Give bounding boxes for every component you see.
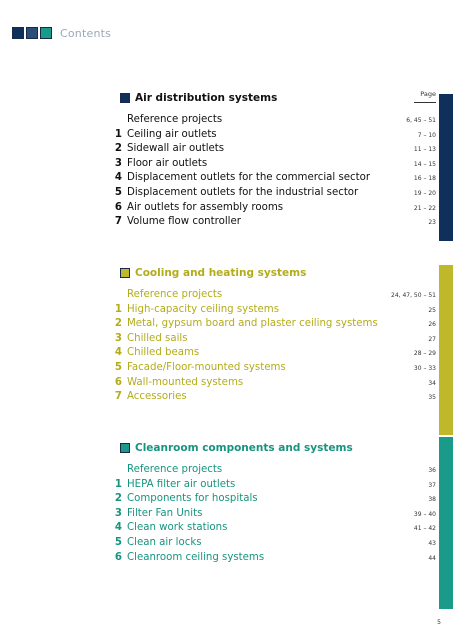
entry-page: 34 [428, 379, 436, 387]
entry-label: Volume flow controller [127, 216, 241, 228]
entry-label: High-capacity ceiling systems [127, 303, 279, 315]
entry-label: Facade/Floor-mounted systems [127, 361, 286, 373]
toc-entry[interactable] [110, 288, 440, 303]
page-header [12, 26, 111, 40]
toc-entry[interactable] [110, 492, 440, 507]
entry-number: 6 [114, 551, 122, 563]
square-icon [120, 443, 130, 453]
entry-label: Cleanroom ceiling systems [127, 551, 265, 563]
toc-entry[interactable] [110, 142, 440, 157]
section-tab-air-distribution [439, 94, 453, 241]
entry-page: 27 [428, 335, 436, 343]
entry-number: 1 [114, 478, 122, 490]
entry-page: 28 – 29 [413, 350, 436, 358]
toc-entry[interactable] [110, 113, 440, 128]
entry-label: Sidewall air outlets [127, 143, 225, 155]
entry-label: HEPA filter air outlets [127, 478, 236, 490]
square-icon [120, 93, 130, 103]
section-title [120, 91, 277, 105]
entry-number: 6 [114, 201, 122, 213]
toc-entry[interactable] [110, 171, 440, 186]
entry-page: 23 [428, 219, 436, 227]
toc-entry[interactable] [110, 332, 440, 347]
toc-entry[interactable] [110, 157, 440, 172]
entry-page: 14 – 15 [413, 160, 436, 168]
section-tab-cleanroom [439, 437, 453, 609]
toc-entry[interactable] [110, 551, 440, 566]
entry-page: 6, 45 – 51 [406, 117, 436, 124]
entry-page: 43 [428, 539, 436, 547]
entry-number: 2 [114, 493, 122, 505]
toc-entry[interactable] [110, 507, 440, 522]
toc-entry[interactable] [110, 303, 440, 318]
entry-label: Reference projects [127, 114, 223, 125]
toc-entry[interactable] [110, 201, 440, 216]
entry-number: 7 [114, 391, 122, 403]
page-column-header: Page [420, 90, 436, 98]
entry-label: Metal, gypsum board and plaster ceiling systems [127, 318, 378, 330]
entry-label: Wall-mounted systems [127, 376, 244, 388]
entry-label: Displacement outlets for the industrial sector [127, 186, 359, 198]
square-icon [120, 268, 130, 278]
entry-page: 25 [428, 306, 436, 314]
toc-entry[interactable] [110, 521, 440, 536]
divider [414, 102, 436, 103]
entry-page: 44 [428, 554, 436, 562]
entry-number: 2 [114, 318, 122, 330]
entry-number: 4 [114, 172, 122, 184]
page-title: Contents [60, 26, 112, 40]
section-tab-cooling-heating [439, 265, 453, 435]
entry-label: Components for hospitals [127, 493, 258, 505]
entry-number: 1 [114, 303, 122, 315]
toc-entry[interactable] [110, 463, 440, 478]
entry-number: 5 [114, 361, 122, 373]
section-title [120, 441, 353, 455]
entry-number: 4 [114, 347, 122, 359]
toc-entry[interactable] [110, 478, 440, 493]
toc-entry[interactable] [110, 215, 440, 230]
entry-label: Chilled beams [127, 347, 200, 359]
section-title-text: Air distribution systems [135, 92, 278, 104]
entry-number: 3 [114, 157, 122, 169]
entry-label: Ceiling air outlets [127, 128, 217, 140]
entry-page: 16 – 18 [413, 175, 436, 183]
entry-page: 38 [428, 496, 436, 504]
entry-number: 5 [114, 536, 122, 548]
page-number: 5 [437, 619, 441, 626]
entry-label: Filter Fan Units [127, 507, 203, 519]
entry-page: 30 – 33 [413, 364, 436, 372]
section-title [120, 266, 306, 280]
entry-page: 37 [428, 481, 436, 489]
entry-number: 3 [114, 507, 122, 519]
entry-label: Reference projects [127, 464, 223, 475]
square-icon [40, 27, 52, 39]
entry-label: Chilled sails [127, 332, 188, 344]
entry-page: 7 – 10 [417, 131, 436, 139]
entry-number: 4 [114, 522, 122, 534]
toc-entry[interactable] [110, 361, 440, 376]
entry-label: Clean work stations [127, 522, 228, 534]
entry-label: Floor air outlets [127, 157, 208, 169]
entry-page: 36 [428, 467, 436, 474]
entry-label: Clean air locks [127, 536, 202, 548]
entry-label: Accessories [127, 391, 187, 403]
toc-entry[interactable] [110, 317, 440, 332]
section-air-distribution [110, 91, 440, 241]
entry-page: 11 – 13 [413, 146, 436, 154]
entry-page: 35 [428, 394, 436, 402]
entry-page: 24, 47, 50 – 51 [391, 292, 436, 299]
square-icon [12, 27, 24, 39]
toc-entry[interactable] [110, 376, 440, 391]
entry-label: Air outlets for assembly rooms [127, 201, 284, 213]
toc-entry[interactable] [110, 536, 440, 551]
section-title-text: Cleanroom components and systems [135, 442, 353, 454]
entry-page: 39 – 40 [413, 510, 436, 518]
entry-number: 7 [114, 216, 122, 228]
toc-entry[interactable] [110, 186, 440, 201]
entry-page: 21 – 22 [413, 204, 436, 212]
entry-label: Reference projects [127, 289, 223, 300]
entry-page: 41 – 42 [413, 525, 436, 533]
toc-entry[interactable] [110, 346, 440, 361]
entry-number: 1 [114, 128, 122, 140]
entry-label: Displacement outlets for the commercial sector [127, 172, 371, 184]
square-icon [26, 27, 38, 39]
toc-entry[interactable] [110, 390, 440, 405]
section-cleanroom [110, 441, 440, 576]
entry-number: 5 [114, 186, 122, 198]
toc-entry[interactable] [110, 128, 440, 143]
entry-page: 19 – 20 [413, 189, 436, 197]
entry-number: 6 [114, 376, 122, 388]
entry-number: 3 [114, 332, 122, 344]
entry-page: 26 [428, 321, 436, 329]
section-title-text: Cooling and heating systems [135, 267, 307, 279]
entry-number: 2 [114, 143, 122, 155]
section-cooling-heating [110, 266, 440, 416]
